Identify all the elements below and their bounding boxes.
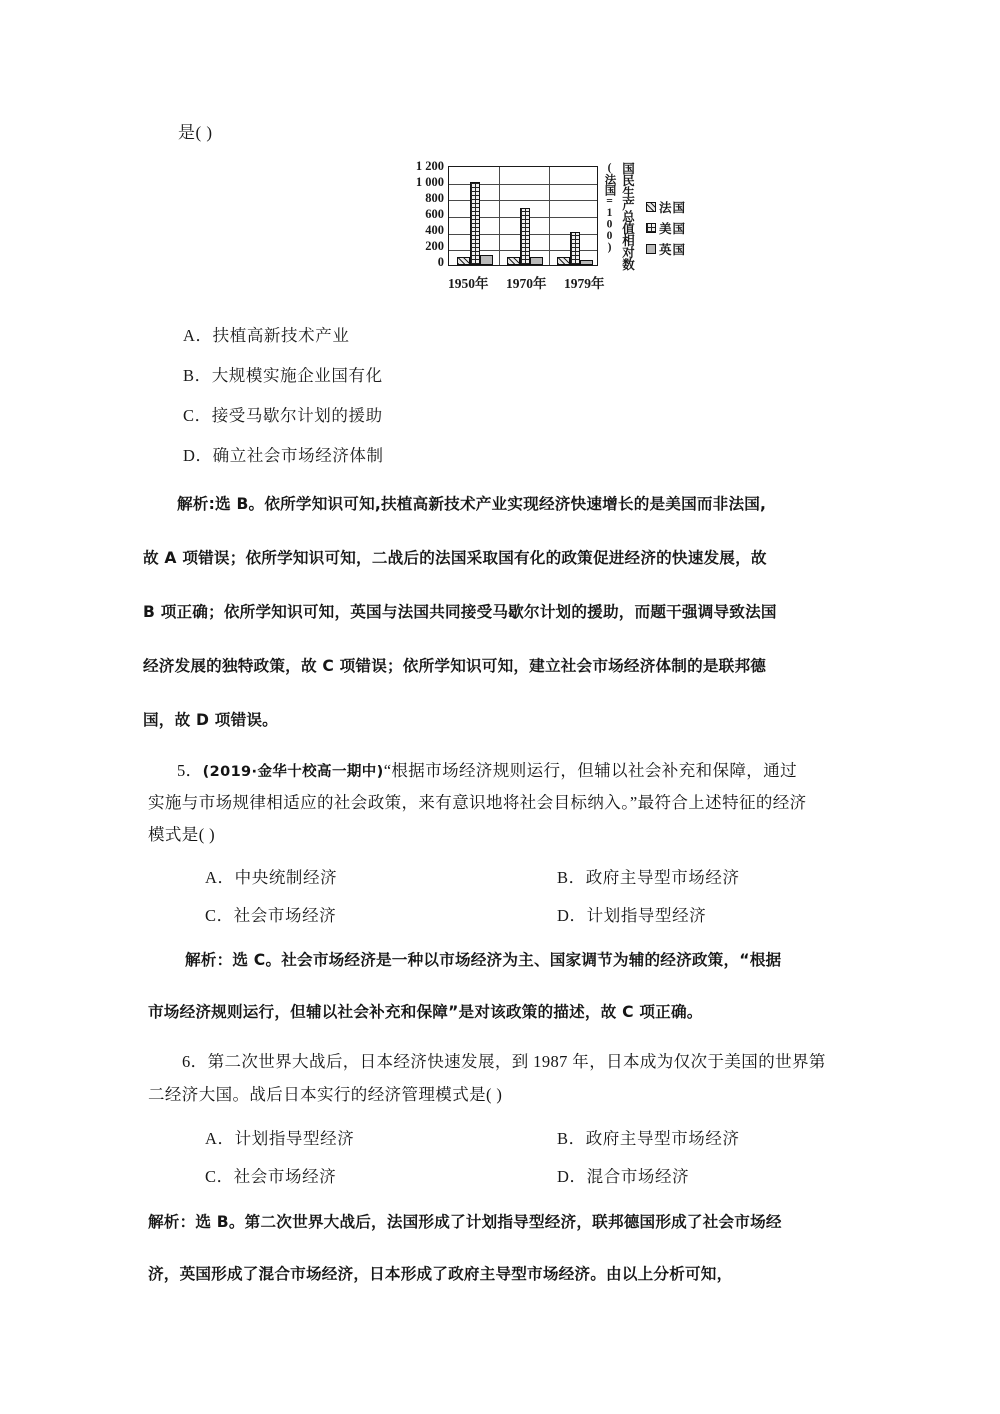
legend-item-france <box>646 198 706 215</box>
q6-number: 6． <box>182 1052 208 1071</box>
legend-swatch-usa-icon <box>646 223 656 233</box>
q4-analysis-line-3: B 项正确；依所学知识可知，英国与法国共同接受马歇尔计划的援助，而题干强调导致法国 <box>143 603 777 621</box>
q5-analysis-line-1: 解析：选 C。社会市场经济是一种以市场经济为主、国家调节为辅的经济政策，“根据 <box>185 951 782 969</box>
q6-stem-text-1: 第二次世界大战后，日本经济快速发展，到 1987 年，日本成为仅次于美国的世界第 <box>207 1052 826 1071</box>
bar-group-1950 <box>449 167 499 265</box>
q4-analysis-line-1: 解析:选 B。依所学知识可知,扶植高新技术产业实现经济快速增长的是美国而非法国, <box>177 495 767 513</box>
q4-option-d[interactable]: D．确立社会市场经济体制 <box>183 446 384 465</box>
x-tick-1979: 1979年 <box>564 276 605 291</box>
q5-option-c[interactable]: C．社会市场经济 <box>205 906 337 925</box>
q5-option-a[interactable]: A．中央统制经济 <box>205 868 338 887</box>
q5-stem-text-1: “根据市场经济规则运行，但辅以社会补充和保障，通过 <box>383 761 798 780</box>
y-tick-1000: 1 000 <box>415 175 444 189</box>
bar-1970-usa <box>520 208 530 265</box>
legend-swatch-uk-icon <box>646 244 656 254</box>
q5-stem-line-1 <box>177 757 797 781</box>
bar-1970-uk <box>530 257 543 265</box>
q5-source: (2019·金华十校高一期中) <box>202 764 384 780</box>
y-tick-1200: 1 200 <box>415 159 444 173</box>
q5-stem-line-3: 模式是( ) <box>148 825 216 844</box>
bar-1950-usa <box>470 182 480 265</box>
q4-analysis-line-4: 经济发展的独特政策，故 C 项错误；依所学知识可知，建立社会市场经济体制的是联邦德 <box>143 657 767 675</box>
y-tick-400: 400 <box>425 223 444 237</box>
q6-analysis-line-1: 解析：选 B。第二次世界大战后，法国形成了计划指导型经济，联邦德国形成了社会市场经 <box>148 1213 782 1231</box>
bar-1950-uk <box>480 255 493 265</box>
q6-option-c[interactable]: C．社会市场经济 <box>205 1167 337 1186</box>
y-tick-0: 0 <box>437 255 444 269</box>
bar-group-1979 <box>549 167 599 265</box>
x-tick-1970: 1970年 <box>506 276 547 291</box>
chart-y-axis-labels <box>398 160 446 272</box>
y-tick-200: 200 <box>425 239 444 253</box>
bar-group-1970 <box>499 167 549 265</box>
legend-label-uk: 英国 <box>659 242 687 257</box>
chart-x-axis-labels <box>406 272 605 292</box>
bar-1979-uk <box>580 260 593 265</box>
legend-label-france: 法国 <box>659 200 687 215</box>
chart-y-axis-title <box>601 162 643 302</box>
q4-option-c[interactable]: C．接受马歇尔计划的援助 <box>183 406 383 425</box>
legend-item-usa <box>646 219 706 236</box>
q5-analysis-line-2: 市场经济规则运行，但辅以社会补充和保障”是对该政策的描述，故 C 项正确。 <box>148 1003 703 1021</box>
q6-stem-line-2: 二经济大国。战后日本实行的经济管理模式是( ) <box>148 1085 503 1104</box>
q5-option-b[interactable]: B．政府主导型市场经济 <box>557 868 740 887</box>
q6-option-a[interactable]: A．计划指导型经济 <box>205 1129 355 1148</box>
q6-option-d[interactable]: D．混合市场经济 <box>557 1167 690 1186</box>
q5-option-d[interactable]: D．计划指导型经济 <box>557 906 707 925</box>
q5-number: 5． <box>177 761 203 780</box>
q4-option-a[interactable]: A．扶植高新技术产业 <box>183 326 350 345</box>
legend-label-usa: 美国 <box>659 221 687 236</box>
chart-plot-area <box>448 166 598 266</box>
q5-stem-line-2: 实施与市场规律相适应的社会政策，来有意识地将社会目标纳入。”最符合上述特征的经济 <box>148 793 807 812</box>
chart-legend <box>646 198 706 261</box>
q4-analysis-line-5: 国，故 D 项错误。 <box>143 711 278 729</box>
legend-swatch-france-icon <box>646 202 656 212</box>
q6-option-b[interactable]: B．政府主导型市场经济 <box>557 1129 740 1148</box>
bar-1970-france <box>507 257 520 265</box>
y-axis-title-main: 国民生产总值相对数 <box>620 162 635 270</box>
bar-1979-france <box>557 257 570 265</box>
y-axis-title-note: (法国=100) <box>603 162 616 253</box>
x-tick-1950: 1950年 <box>448 276 489 291</box>
question4-stem-tail: 是( ) <box>178 123 213 142</box>
q6-stem-line-1 <box>182 1048 826 1072</box>
y-tick-600: 600 <box>425 207 444 221</box>
q4-analysis-line-2: 故 A 项错误；依所学知识可知，二战后的法国采取国有化的政策促进经济的快速发展，故 <box>143 549 767 567</box>
bar-1979-usa <box>570 232 580 265</box>
bar-1950-france <box>457 257 470 265</box>
gnp-bar-chart <box>398 160 688 305</box>
q6-analysis-line-2: 济，英国形成了混合市场经济，日本形成了政府主导型市场经济。由以上分析可知， <box>148 1265 733 1283</box>
legend-item-uk <box>646 240 706 257</box>
y-tick-800: 800 <box>425 191 444 205</box>
q4-option-b[interactable]: B．大规模实施企业国有化 <box>183 366 383 385</box>
